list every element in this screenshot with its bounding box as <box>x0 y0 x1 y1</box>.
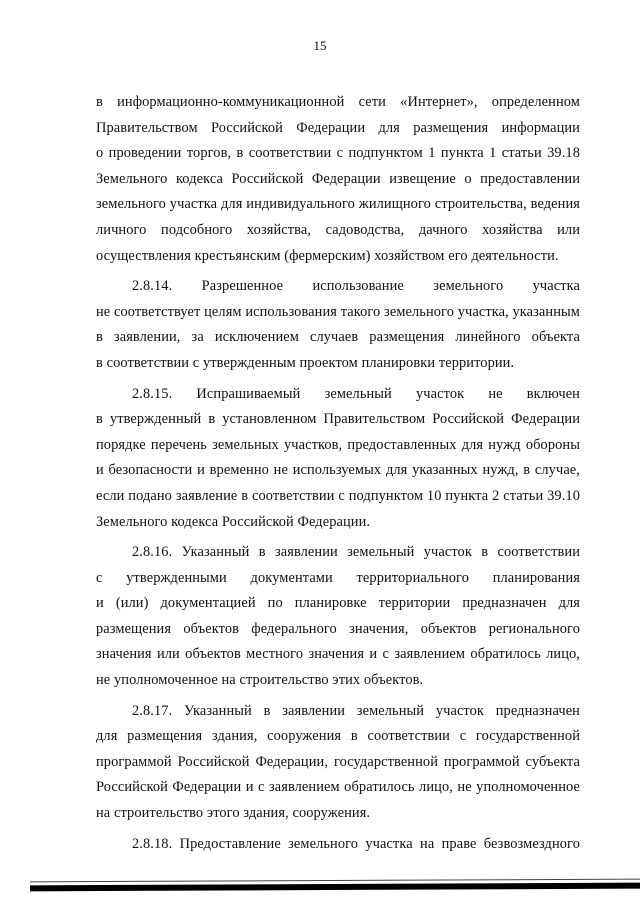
text-line: 2.8.15. Испрашиваемый земельный участок не включен <box>132 385 580 402</box>
page-number: 15 <box>313 38 327 53</box>
text-line: Земельного кодекса Российской Федерации извещение о предоставлении <box>96 170 580 187</box>
scan-edge-line <box>30 879 640 883</box>
text-line: о проведении торгов, в соответствии с подпунктом 1 пункта 1 статьи 39.18 <box>96 145 580 162</box>
paragraph-intro <box>96 90 580 269</box>
text-line: с утвержденными документами территориального планирования <box>96 569 580 586</box>
text-line: осуществления крестьянским (фермерским) хозяйством его деятельности. <box>96 247 559 264</box>
text-line: Российской Федерации и с заявлением обратилось лицо, не уполномоченное <box>96 779 580 796</box>
text-line: на строительство этого здания, сооружения. <box>96 805 371 822</box>
text-line: в утвержденный в установленном Правительством Российской Федерации <box>96 411 580 428</box>
text-line: программой Российской Федерации, государственной программой субъекта <box>96 753 580 770</box>
text-line: Земельного кодекса Российской Федерации. <box>96 513 371 530</box>
text-line: в заявлении, за исключением случаев размещения линейного объекта <box>96 329 580 346</box>
paragraph-2-8-14 <box>96 274 580 376</box>
paragraph-2-8-16 <box>96 540 580 694</box>
text-line: для размещения здания, сооружения в соответствии с государственной <box>96 728 580 745</box>
paragraph-2-8-17 <box>96 699 580 827</box>
text-line: и безопасности и временно не используемых для указанных нужд, в случае, <box>96 462 580 479</box>
text-line: порядке перечень земельных участков, предоставленных для нужд обороны <box>96 436 580 453</box>
text-line: личного подсобного хозяйства, садоводства, дачного хозяйства или <box>96 221 580 238</box>
scan-edge-bar <box>30 883 640 892</box>
paragraph-2-8-15 <box>96 382 580 536</box>
text-line: в информационно-коммуникационной сети «Интернет», определенном <box>96 94 580 110</box>
text-line: земельного участка для индивидуального жилищного строительства, ведения <box>96 196 580 213</box>
paragraph-2-8-18 <box>96 832 580 858</box>
text-line: Правительством Российской Федерации для размещения информации <box>96 119 580 136</box>
text-line: не уполномоченное на строительство этих объектов. <box>96 672 424 689</box>
text-line: если подано заявление в соответствии с подпунктом 10 пункта 2 статьи 39.10 <box>96 487 580 504</box>
text-line: и (или) документацией по планировке территории предназначен для <box>96 595 580 612</box>
text-line: размещения объектов федерального значения, объектов регионального <box>96 620 580 637</box>
text-line: 2.8.17. Указанный в заявлении земельный участок предназначен <box>132 702 580 719</box>
text-line: 2.8.16. Указанный в заявлении земельный участок в соответствии <box>132 544 580 561</box>
text-line: не соответствует целям использования такого земельного участка, указанным <box>96 303 580 320</box>
document-body <box>96 90 580 862</box>
text-line: значения или объектов местного значения и с заявлением обратилось лицо, <box>96 646 580 663</box>
text-line: в соответствии с утвержденным проектом планировки территории. <box>96 354 515 371</box>
text-line: 2.8.18. Предоставление земельного участка на праве безвозмездного <box>132 835 580 852</box>
text-line: 2.8.14. Разрешенное использование земельного участка <box>132 278 580 295</box>
